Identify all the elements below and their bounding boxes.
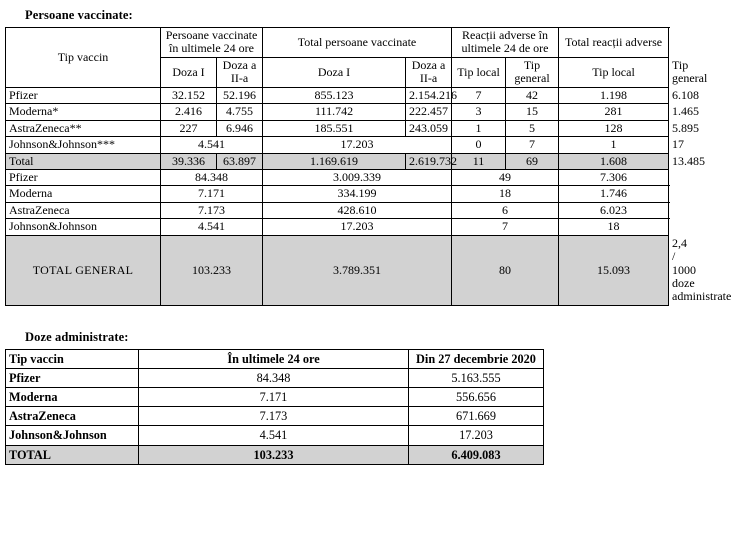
table-row-summary <box>6 202 669 218</box>
summary-astrazeneca-last24: 7.173 <box>161 202 263 218</box>
cell-total-last24-d2: 63.897 <box>217 153 263 169</box>
header-group-total-adverse: Total reacții adverse <box>559 28 669 58</box>
cell-pfizer-advtotal-local: 1.198 <box>559 87 669 103</box>
cell-pfizer-adv24-general: 42 <box>506 87 559 103</box>
row2-label-total: TOTAL <box>6 445 139 464</box>
table-doze-administrate <box>5 349 544 465</box>
row-label-pfizer: Pfizer <box>6 87 161 103</box>
cell-moderna-total-d2: 222.457 <box>406 104 452 120</box>
row2-label-johnson: Johnson&Johnson <box>6 426 139 445</box>
cell-total-advtotal-local: 1.608 <box>559 153 669 169</box>
cell-total-last24-d1: 39.336 <box>161 153 217 169</box>
cell-total-general-last24: 103.233 <box>161 235 263 305</box>
table-row-total <box>6 445 544 464</box>
cell-total-adv24-general: 69 <box>506 153 559 169</box>
header-sub-tip-local-total: Tip local <box>559 57 669 87</box>
cell-johnson-adv24-general: 7 <box>506 137 559 153</box>
summary-johnson-last24: 4.541 <box>161 219 263 235</box>
row-label-astrazeneca: AstraZeneca** <box>6 120 161 136</box>
cell-moderna-last24-d2: 4.755 <box>217 104 263 120</box>
cell-astrazeneca-adv24-general: 5 <box>506 120 559 136</box>
summary-pfizer-advtotal: 7.306 <box>559 169 669 185</box>
header-sub-doza-i-total: Doza I <box>263 57 406 87</box>
table-row-summary <box>6 169 669 185</box>
row2-label-moderna: Moderna <box>6 388 139 407</box>
cell-moderna-last24-d1: 2.416 <box>161 104 217 120</box>
table-row <box>6 426 544 445</box>
row-label-total-general: TOTAL GENERAL <box>6 235 161 305</box>
table-row: Moderna* 2.416 4.755 111.742 222.457 3 15 281 1.465 <box>6 104 669 120</box>
header2-tip-vaccin: Tip vaccin <box>6 349 139 368</box>
cell-astrazeneca-adv24-local: 1 <box>452 120 506 136</box>
header-sub-doza-ii-total: Doza a II-a <box>406 57 452 87</box>
row-label-total: Total <box>6 153 161 169</box>
section-title-persoane-vaccinate: Persoane vaccinate: <box>25 8 133 22</box>
summary-astrazeneca-advtotal: 6.023 <box>559 202 669 218</box>
summary-label-pfizer: Pfizer <box>6 169 161 185</box>
cell-astrazeneca-total-d1: 185.551 <box>263 120 406 136</box>
cell-moderna-adv24-general: 15 <box>506 104 559 120</box>
cell2-total-since: 6.409.083 <box>409 445 544 464</box>
summary-label-astrazeneca: AstraZeneca <box>6 202 161 218</box>
table-body <box>6 87 731 305</box>
summary-johnson-advtotal: 18 <box>559 219 669 235</box>
header-row-subcolumns: Doza I Doza a II-a Doza I Doza a II-a Tip local Tip general Tip local Tip general <box>6 57 669 87</box>
cell2-pfizer-since: 5.163.555 <box>409 369 544 388</box>
cell-astrazeneca-last24-d1: 227 <box>161 120 217 136</box>
header-group-total-vaccinated: Total persoane vaccinate <box>263 28 452 58</box>
summary-label-johnson: Johnson&Johnson <box>6 219 161 235</box>
cell-total-general-total: 3.789.351 <box>263 235 452 305</box>
row2-label-astrazeneca: AstraZeneca <box>6 407 139 426</box>
cell-total-adv24-local: 11 <box>452 153 506 169</box>
table-row: AstraZeneca** 227 6.946 185.551 243.059 1 5 128 5.895 <box>6 120 669 136</box>
table2-header <box>6 349 544 368</box>
header2-last24: În ultimele 24 ore <box>139 349 409 368</box>
cell2-moderna-since: 556.656 <box>409 388 544 407</box>
header-sub-doza-i-last24: Doza I <box>161 57 217 87</box>
table-row <box>6 369 544 388</box>
header-tip-vaccin: Tip vaccin <box>6 28 161 88</box>
summary-astrazeneca-adv24: 6 <box>452 202 559 218</box>
cell-johnson-adv24-local: 0 <box>452 137 506 153</box>
cell-pfizer-last24-d2: 52.196 <box>217 87 263 103</box>
table-row-summary <box>6 186 669 202</box>
cell-total-general-adv24: 80 <box>452 235 559 305</box>
row-label-johnson: Johnson&Johnson*** <box>6 137 161 153</box>
table2-body <box>6 369 544 465</box>
section-title-doze-administrate: Doze administrate: <box>25 329 129 344</box>
summary-johnson-total: 17.203 <box>263 219 452 235</box>
table-header <box>6 28 708 88</box>
cell-total-general-advtotal-local: 15.093 <box>559 235 669 305</box>
summary-moderna-last24: 7.171 <box>161 186 263 202</box>
summary-pfizer-total: 3.009.339 <box>263 169 452 185</box>
cell-astrazeneca-total-d2: 243.059 <box>406 120 452 136</box>
cell-moderna-total-d1: 111.742 <box>263 104 406 120</box>
cell-johnson-total-merged: 17.203 <box>263 137 452 153</box>
cell-johnson-last24-merged: 4.541 <box>161 137 263 153</box>
cell-pfizer-last24-d1: 32.152 <box>161 87 217 103</box>
header-group-adverse-last24: Reacții adverse în ultimele 24 de ore <box>452 28 559 58</box>
summary-moderna-adv24: 18 <box>452 186 559 202</box>
cell-pfizer-total-d2: 2.154.216 <box>406 87 452 103</box>
header-sub-doza-ii-last24: Doza a II-a <box>217 57 263 87</box>
table-row-total: Total 39.336 63.897 1.169.619 2.619.732 11 69 1.608 13.485 <box>6 153 669 169</box>
table-row-summary <box>6 219 669 235</box>
table-row <box>6 407 544 426</box>
summary-astrazeneca-total: 428.610 <box>263 202 452 218</box>
summary-label-moderna: Moderna <box>6 186 161 202</box>
cell-total-total-d2: 2.619.732 <box>406 153 452 169</box>
table-row: Johnson&Johnson*** 4.541 17.203 0 7 1 17 <box>6 137 669 153</box>
cell-moderna-adv24-local: 3 <box>452 104 506 120</box>
cell-pfizer-total-d1: 855.123 <box>263 87 406 103</box>
cell2-johnson-last24: 4.541 <box>139 426 409 445</box>
cell-pfizer-adv24-local: 7 <box>452 87 506 103</box>
cell2-johnson-since: 17.203 <box>409 426 544 445</box>
row2-label-pfizer: Pfizer <box>6 369 139 388</box>
table-row: Pfizer 32.152 52.196 855.123 2.154.216 7 42 1.198 6.108 <box>6 87 669 103</box>
table-persoane-vaccinate <box>5 27 731 306</box>
header-group-last24: Persoane vaccinate în ultimele 24 ore <box>161 28 263 58</box>
summary-moderna-total: 334.199 <box>263 186 452 202</box>
table-row-total-general: TOTAL GENERAL 103.233 3.789.351 80 15.093 2,4 / 1000 doze administrate <box>6 235 669 305</box>
cell2-astrazeneca-since: 671.669 <box>409 407 544 426</box>
header-row <box>6 349 544 368</box>
summary-pfizer-last24: 84.348 <box>161 169 263 185</box>
cell-total-total-d1: 1.169.619 <box>263 153 406 169</box>
header-row-groups <box>6 28 669 58</box>
cell-astrazeneca-advtotal-local: 128 <box>559 120 669 136</box>
cell-astrazeneca-last24-d2: 6.946 <box>217 120 263 136</box>
summary-moderna-advtotal: 1.746 <box>559 186 669 202</box>
cell-johnson-advtotal-local: 1 <box>559 137 669 153</box>
header2-since: Din 27 decembrie 2020 <box>409 349 544 368</box>
row-label-moderna: Moderna* <box>6 104 161 120</box>
cell2-total-last24: 103.233 <box>139 445 409 464</box>
summary-johnson-adv24: 7 <box>452 219 559 235</box>
table-row <box>6 388 544 407</box>
cell2-astrazeneca-last24: 7.173 <box>139 407 409 426</box>
cell2-moderna-last24: 7.171 <box>139 388 409 407</box>
header-sub-tip-general-24: Tip general <box>506 57 559 87</box>
summary-pfizer-adv24: 49 <box>452 169 559 185</box>
cell-moderna-advtotal-local: 281 <box>559 104 669 120</box>
cell2-pfizer-last24: 84.348 <box>139 369 409 388</box>
header-sub-tip-local-24: Tip local <box>452 57 506 87</box>
section-spacer <box>3 306 666 328</box>
